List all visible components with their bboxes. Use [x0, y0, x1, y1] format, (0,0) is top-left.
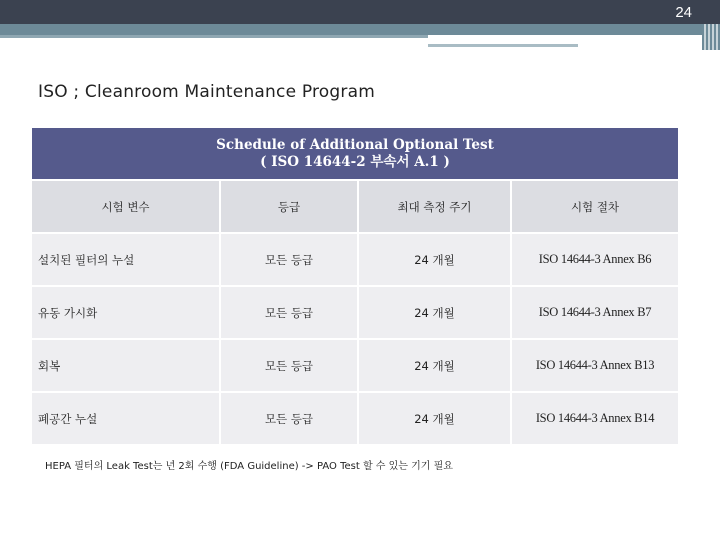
table-title-line2: ( ISO 14644-2 부속서 A.1 )	[260, 153, 450, 170]
top-bar	[0, 0, 720, 24]
table-row	[32, 286, 678, 339]
column-header-max-interval: 최대 측정 주기	[358, 180, 511, 233]
cell-class: 모든 등급	[220, 233, 358, 286]
column-header-test-procedure: 시험 절차	[511, 180, 678, 233]
cell-class: 모든 등급	[220, 392, 358, 445]
table-title-row	[32, 128, 678, 180]
accent-bar-light	[0, 35, 428, 38]
accent-stripes	[702, 24, 720, 50]
cell-max-interval: 24 개월	[358, 233, 511, 286]
cell-max-interval: 24 개월	[358, 392, 511, 445]
cell-max-interval: 24 개월	[358, 339, 511, 392]
table-row	[32, 392, 678, 445]
cell-class: 모든 등급	[220, 286, 358, 339]
accent-bar	[0, 24, 720, 35]
column-header-test-parameter: 시험 변수	[32, 180, 220, 233]
footnote: HEPA 필터의 Leak Test는 년 2회 수행 (FDA Guideline) -> PAO Test 할 수 있는 기기 필요	[45, 461, 453, 472]
cell-test-parameter: 설치된 필터의 누설	[32, 233, 220, 286]
cell-test-procedure: ISO 14644-3 Annex B13	[511, 339, 678, 392]
table-row	[32, 339, 678, 392]
cell-test-parameter: 회복	[32, 339, 220, 392]
table-title-line1: Schedule of Additional Optional Test	[216, 136, 494, 153]
cell-test-procedure: ISO 14644-3 Annex B7	[511, 286, 678, 339]
table-title	[32, 128, 678, 180]
cell-test-procedure: ISO 14644-3 Annex B6	[511, 233, 678, 286]
cell-max-interval: 24 개월	[358, 286, 511, 339]
page-title: ISO ; Cleanroom Maintenance Program	[38, 82, 375, 102]
cell-test-parameter: 폐공간 누설	[32, 392, 220, 445]
accent-underline	[428, 44, 578, 47]
cell-test-procedure: ISO 14644-3 Annex B14	[511, 392, 678, 445]
cell-test-parameter: 유동 가시화	[32, 286, 220, 339]
cell-class: 모든 등급	[220, 339, 358, 392]
table-header-row	[32, 180, 678, 233]
column-header-class: 등급	[220, 180, 358, 233]
table-row	[32, 233, 678, 286]
slide-number: 24	[675, 4, 692, 21]
schedule-table	[32, 128, 678, 446]
